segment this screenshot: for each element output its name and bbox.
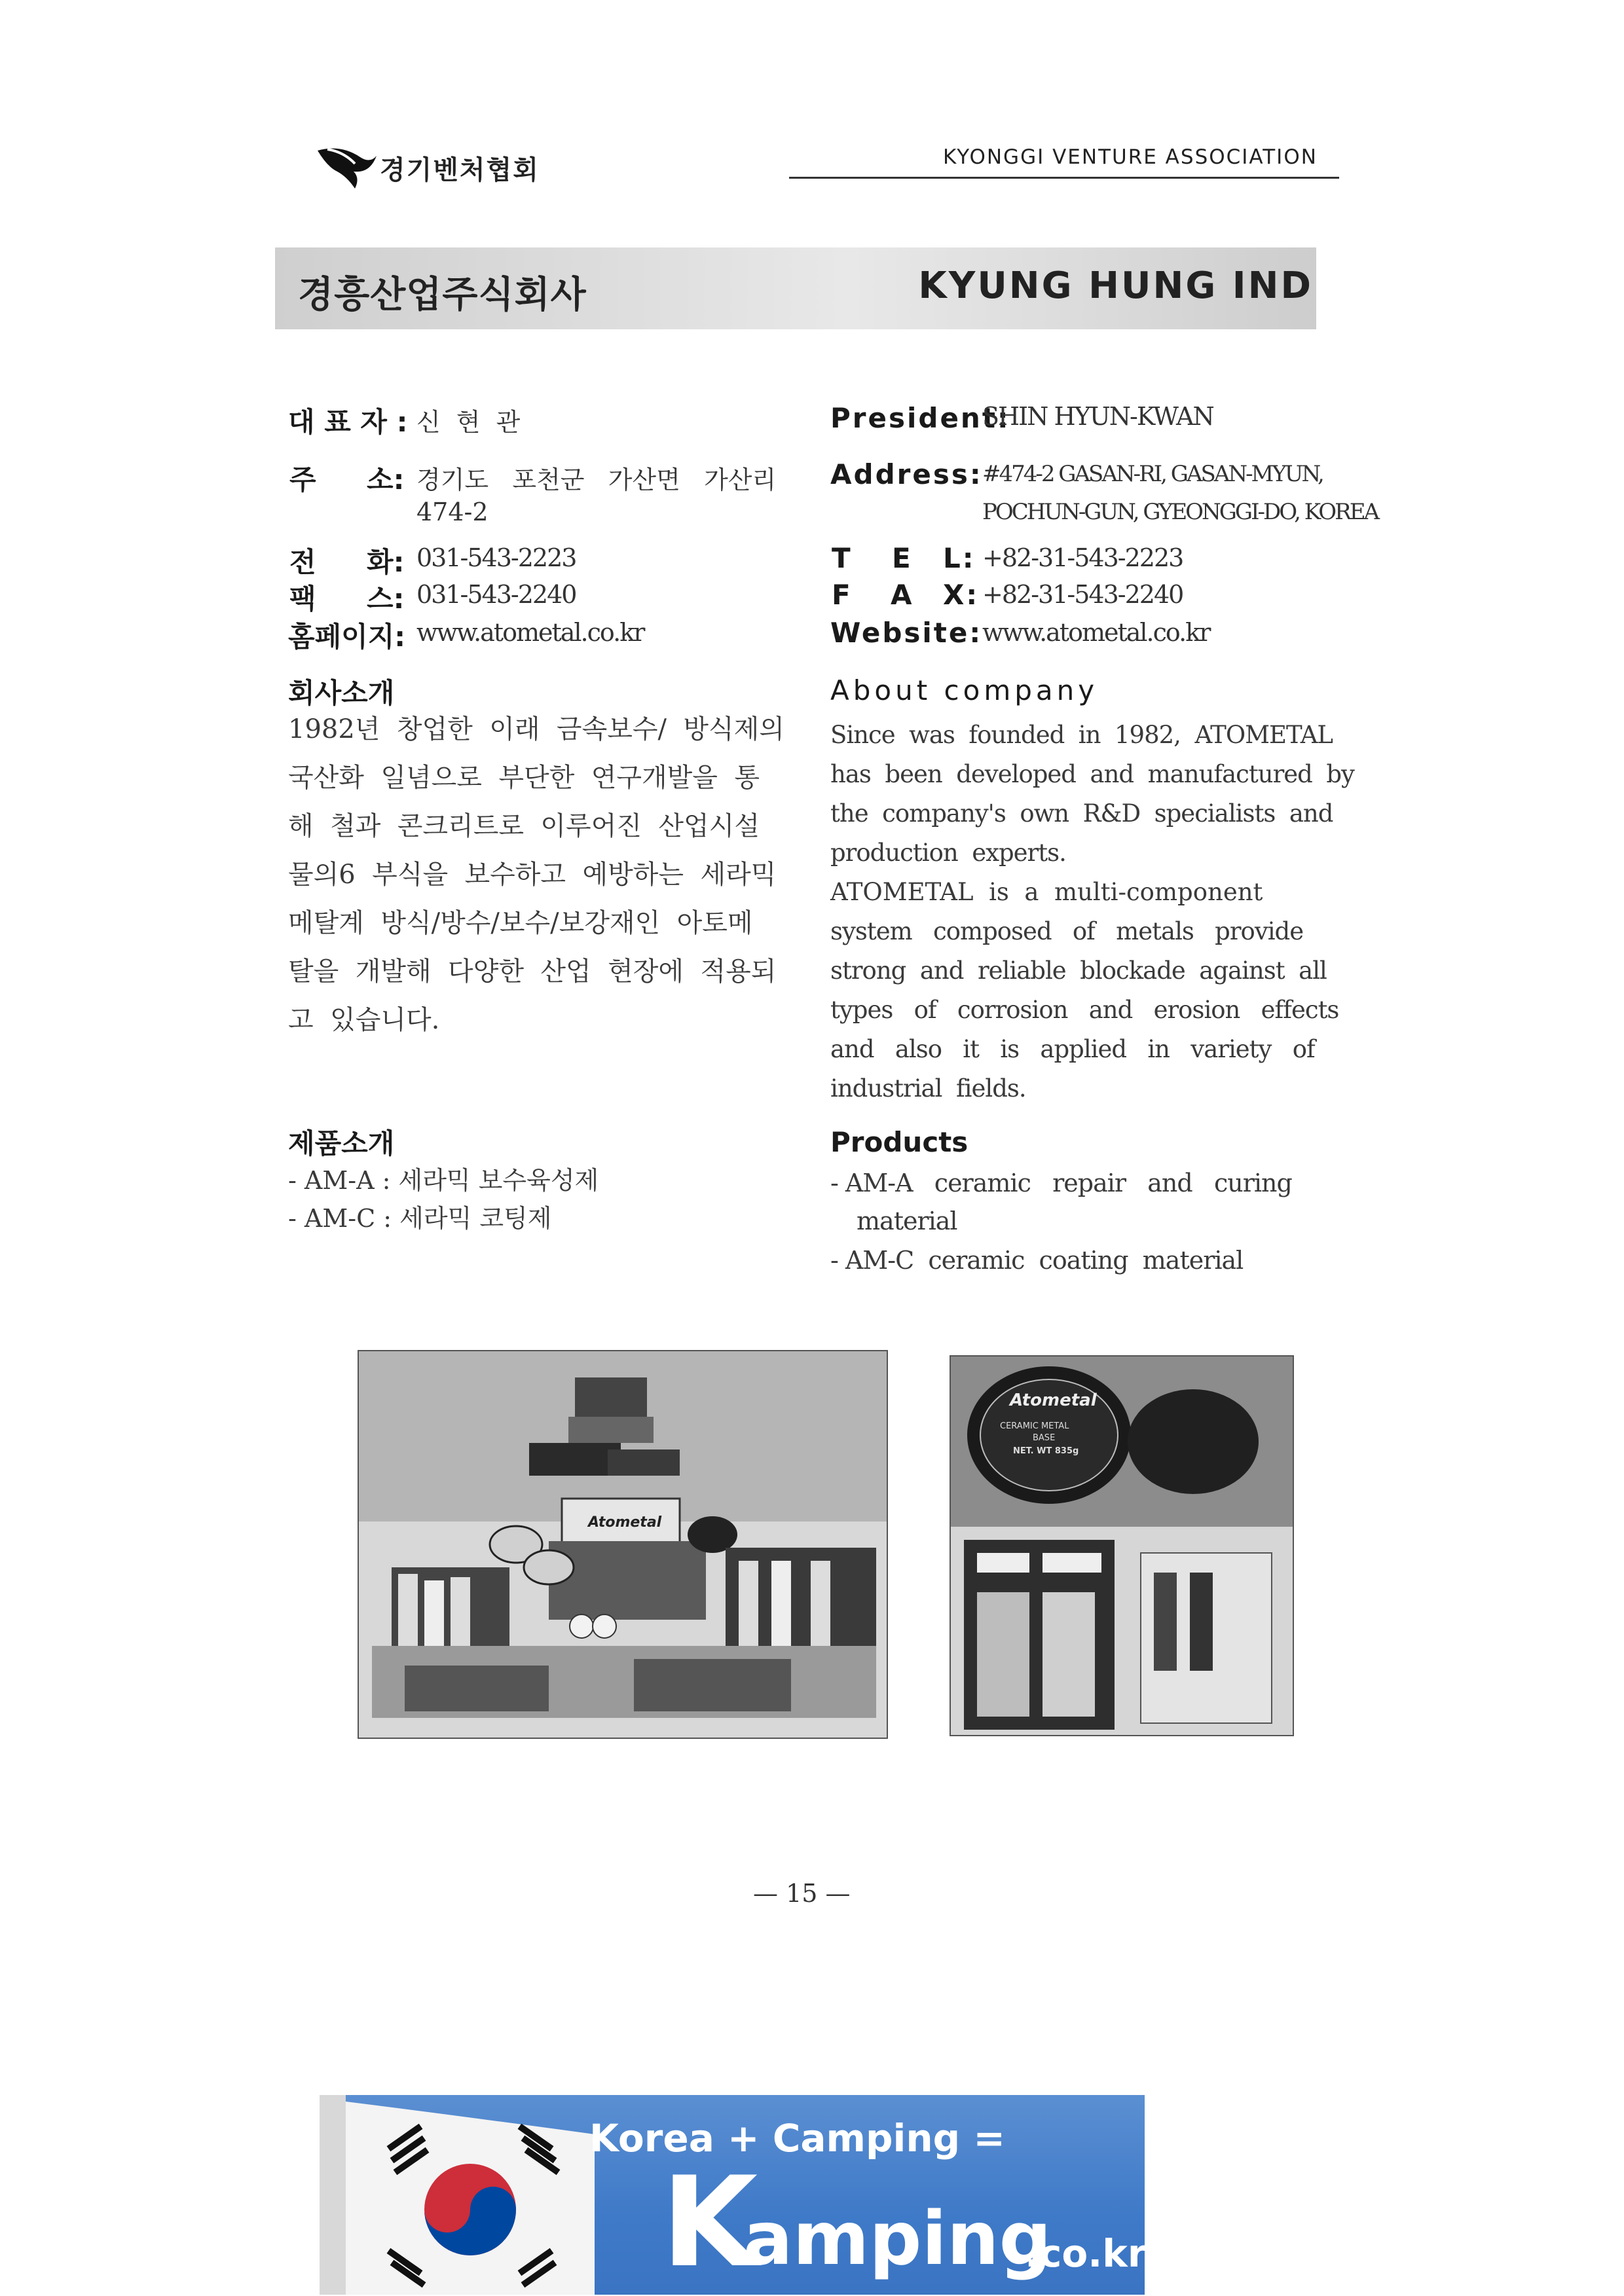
about-line-ko-7: 고 있습니다. (288, 1005, 440, 1035)
about-line-en-3: the company's own R&D specialists and (830, 799, 1333, 828)
company-name-ko: 경흥산업주식회사 (298, 274, 587, 316)
product-display-image (359, 1351, 887, 1738)
swallow-bird-icon (314, 137, 380, 190)
about-heading-ko: 회사소개 (288, 677, 395, 709)
website-label-ko: 홈페이지: (288, 621, 406, 653)
tel-value-en: +82-31-543-2223 (982, 543, 1183, 572)
about-line-ko-1: 1982년 창업한 이래 금속보수/ 방식제의 (288, 714, 784, 744)
products-heading-en: Products (830, 1126, 969, 1158)
company-name-en: KYUNG HUNG IND (918, 264, 1313, 307)
product-photo-left (358, 1350, 888, 1739)
president-value-ko: 신 현 관 (416, 408, 525, 437)
about-line-en-4: production experts. (830, 839, 1066, 867)
product-item-ko-2: - AM-C : 세라믹 코팅제 (288, 1204, 552, 1233)
products-heading-ko: 제품소개 (288, 1127, 395, 1159)
president-label-ko: 대 표 자 : (288, 406, 408, 438)
address-line2-ko: 474-2 (416, 498, 489, 526)
president-value-en: SHIN HYUN-KWAN (982, 402, 1213, 431)
korean-flag-icon (320, 2095, 608, 2295)
address-label-ko-2: 소: (367, 464, 405, 496)
website-value-ko: www.atometal.co.kr (416, 618, 644, 647)
fax-label-ko-2: 스: (367, 583, 405, 615)
association-name-en: KYONGGI VENTURE ASSOCIATION (943, 145, 1318, 169)
fax-value-ko: 031-543-2240 (416, 580, 576, 609)
about-line-ko-4: 물의6 부식을 보수하고 예방하는 세라믹 (288, 860, 777, 890)
tel-label-en-2: E (892, 542, 913, 574)
about-line-en-5: ATOMETAL is a multi-component (830, 878, 1263, 906)
address-line2-en: POCHUN-GUN, GYEONGGI-DO, KOREA (982, 499, 1378, 525)
tel-label-en-3: L: (943, 542, 976, 574)
about-line-en-7: strong and reliable blockade against all (830, 957, 1327, 985)
about-line-ko-3: 해 철과 콘크리트로 이루어진 산업시설 (288, 811, 760, 841)
about-line-ko-2: 국산화 일념으로 부단한 연구개발을 통 (288, 763, 760, 793)
fax-value-en: +82-31-543-2240 (982, 580, 1183, 609)
photo-right-brand-label: Atometal (1010, 1391, 1097, 1410)
product-item-ko-1: - AM-A : 세라믹 보수육성제 (288, 1166, 599, 1195)
about-line-en-2: has been developed and manufactured by (830, 760, 1354, 788)
about-line-ko-6: 탈을 개발해 다양한 산업 현장에 적용되 (288, 957, 777, 987)
about-heading-en: About company (830, 674, 1099, 706)
ad-logo-word: amping (743, 2196, 1052, 2282)
product-photo-right (950, 1355, 1294, 1736)
address-label-ko-1: 주 (289, 464, 316, 496)
about-line-en-10: industrial fields. (830, 1074, 1026, 1102)
about-line-en-8: types of corrosion and erosion effects (830, 996, 1339, 1024)
header-divider (789, 177, 1339, 179)
fax-label-en-3: X: (943, 579, 980, 611)
product-closeup-image (951, 1357, 1293, 1735)
website-label-en: Website: (830, 617, 983, 649)
about-line-en-1: Since was founded in 1982, ATOMETAL (830, 721, 1333, 749)
ad-logo-domain: .co.kr (1025, 2231, 1147, 2276)
address-line1-ko: 경기도 포천군 가산면 가산리 (416, 465, 777, 494)
about-line-ko-5: 메탈계 방식/방수/보수/보강재인 아토메 (288, 908, 753, 938)
page-number: — 15 — (753, 1879, 851, 1908)
website-value-en: www.atometal.co.kr (982, 618, 1210, 647)
president-label-en: President: (830, 402, 1010, 434)
product-line-en-3: - AM-C ceramic coating material (830, 1246, 1244, 1275)
photo-right-base-label: BASE (1033, 1433, 1056, 1443)
photo-right-ceramic-label: CERAMIC METAL (1000, 1421, 1069, 1431)
tel-value-ko: 031-543-2223 (416, 543, 576, 572)
fax-label-en-1: F (832, 579, 853, 611)
product-line-en-1: - AM-A ceramic repair and curing (830, 1169, 1292, 1197)
photo-brand-label: Atometal (588, 1514, 662, 1531)
about-line-en-6: system composed of metals provide (830, 917, 1304, 945)
fax-label-en-2: A (891, 579, 914, 611)
about-line-en-9: and also it is applied in variety of (830, 1035, 1315, 1063)
fax-label-ko-1: 팩 (289, 583, 316, 615)
tel-label-ko-1: 전 (289, 546, 316, 578)
product-line-en-2: material (857, 1207, 957, 1235)
association-name-ko: 경기벤처협회 (380, 155, 540, 185)
address-line1-en: #474-2 GASAN-RI, GASAN-MYUN, (982, 461, 1323, 487)
tel-label-en-1: T (832, 542, 853, 574)
address-label-en: Address: (830, 458, 983, 490)
ad-logo-k: K (661, 2150, 758, 2295)
ad-tagline: Korea + Camping = (589, 2116, 1005, 2160)
tel-label-ko-2: 화: (367, 546, 405, 578)
photo-right-weight-label: NET. WT 835g (1013, 1446, 1079, 1456)
